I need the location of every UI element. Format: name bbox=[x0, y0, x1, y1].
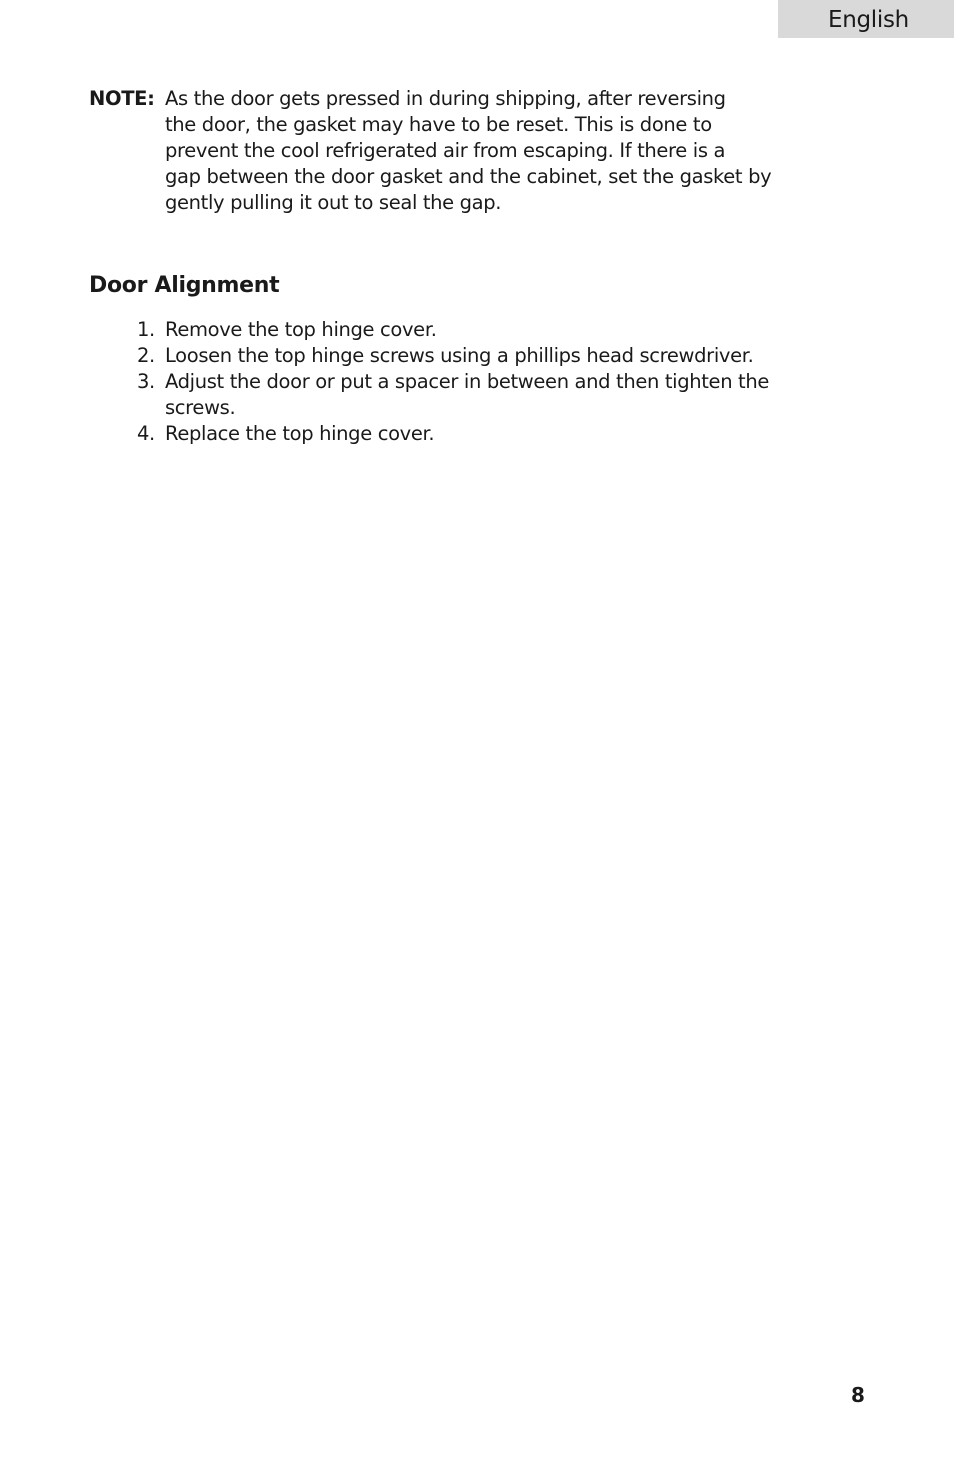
step-text: screws. bbox=[165, 396, 236, 419]
step-text: Adjust the door or put a spacer in between and then tighten the bbox=[165, 370, 769, 393]
step-item bbox=[137, 343, 797, 369]
door-alignment-heading: Door Alignment bbox=[89, 273, 280, 298]
note-label: NOTE: bbox=[89, 87, 155, 110]
step-text: Loosen the top hinge screws using a phillips head screwdriver. bbox=[165, 344, 754, 367]
step-text: Replace the top hinge cover. bbox=[165, 422, 435, 445]
door-alignment-steps bbox=[137, 317, 797, 447]
step-item bbox=[137, 317, 797, 343]
step-number: 3. bbox=[137, 370, 155, 393]
page-number: 8 bbox=[851, 1383, 865, 1407]
note-line: gap between the door gasket and the cabinet, set the gasket by bbox=[165, 165, 772, 188]
step-item bbox=[137, 369, 797, 421]
step-text: Remove the top hinge cover. bbox=[165, 318, 437, 341]
note-line: gently pulling it out to seal the gap. bbox=[165, 191, 502, 214]
step-number: 2. bbox=[137, 344, 155, 367]
language-tab: English bbox=[778, 0, 954, 38]
note-line: As the door gets pressed in during shipping, after reversing bbox=[165, 87, 726, 110]
step-number: 4. bbox=[137, 422, 155, 445]
note-line: prevent the cool refrigerated air from escaping. If there is a bbox=[165, 139, 726, 162]
note-line: the door, the gasket may have to be reset. This is done to bbox=[165, 113, 712, 136]
step-number: 1. bbox=[137, 318, 155, 341]
step-item bbox=[137, 421, 797, 447]
note-block bbox=[89, 86, 789, 216]
